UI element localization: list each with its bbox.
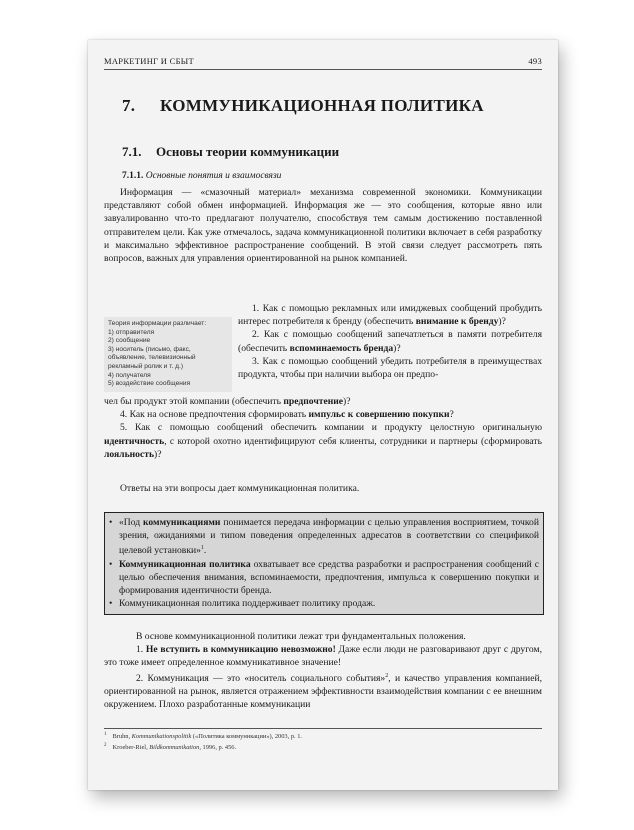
question-3: 3. Как с помощью сообщений убедить потребителя в преимуществах продукта, чтобы при наличии выбора он предпо- bbox=[238, 355, 542, 381]
bullet-icon: • bbox=[109, 558, 113, 570]
bullet-icon: • bbox=[109, 598, 113, 610]
answers-line: Ответы на эти вопросы дает коммуникационная политика. bbox=[120, 483, 360, 494]
questions-list bbox=[238, 302, 542, 381]
subsection-number: 7.1.1. bbox=[122, 171, 144, 181]
margin-note-item: объявление, телевизионный bbox=[108, 354, 196, 362]
definition-item: • Коммуникационная политика поддерживает политику продаж. bbox=[109, 598, 376, 610]
definition-item: • «Под коммуникациями понимается передача информации с целью управления восприятием, точкой зрения, ожиданиями и типом поведения определенных адресатов в соответствии со спецификой целевой установки»$^1$. bbox=[109, 517, 539, 557]
closing-paragraph-3: 2. Коммуникация — это «носитель социального события»$^2$, и качество управления компанией, ориентированной на рынок, является отражением эффективности взаимодействия компании с ее внешним окружением. Плохо разработанные коммуникации bbox=[104, 672, 542, 711]
subsection-title: Основные понятия и взаимосвязи bbox=[145, 171, 282, 181]
footnotes bbox=[104, 728, 542, 752]
footnote-ref: 1 bbox=[200, 545, 204, 552]
section-number: 7.1. bbox=[122, 144, 142, 159]
closing-block bbox=[104, 630, 542, 711]
section-heading bbox=[122, 144, 339, 160]
definition-item: • Коммуникационная политика охватывает все средства разработки и распространения сообщений с целью обеспечения внимания, вспоминаемости, предпочтения, импульса к совершению покупки и формирования идентичности бренда. bbox=[109, 558, 539, 597]
margin-note-item: 5) воздействие сообщения bbox=[108, 380, 191, 388]
questions-continued bbox=[104, 395, 542, 461]
footnote-2: $^2$ Kroeber-Riel, Bildkommunikation, 1996, p. 456. bbox=[104, 742, 237, 751]
section-title: Основы теории коммуникации bbox=[156, 144, 340, 159]
margin-note-item: 3) носитель (письмо, факс, bbox=[108, 345, 191, 353]
margin-note-item: 4) получателя bbox=[108, 371, 151, 379]
running-header-title: МАРКЕТИНГ И СБЫТ bbox=[104, 56, 195, 66]
closing-paragraph-2: 1. Не вступить в коммуникацию невозможно! Даже если люди не разговаривают друг с другом, это тоже имеет определенное коммуникативное значение! bbox=[104, 644, 543, 669]
question-4: 4. Как на основе предпочтения сформировать импульс к совершению покупки? bbox=[120, 409, 454, 421]
question-5: 5. Как с помощью сообщений обеспечить компании и продукту целостную оригинальную идентичность, с которой охотно идентифицируют себя клиенты, сотрудники и партнеры (сформировать лояльность)? bbox=[104, 422, 542, 460]
definition-box bbox=[104, 512, 544, 615]
margin-note-item: 2) сообщение bbox=[108, 337, 151, 345]
book-page bbox=[88, 40, 558, 790]
closing-paragraph-1: В основе коммуникационной политики лежат три фундаментальных положения. bbox=[136, 631, 466, 642]
bullet-icon: • bbox=[109, 517, 113, 528]
footnote-ref: 2 bbox=[385, 672, 389, 679]
chapter-number: 7. bbox=[122, 96, 136, 115]
margin-note bbox=[104, 317, 232, 392]
subsection-heading bbox=[122, 171, 281, 181]
question-2: 2. Как с помощью сообщений запечатлеться в памяти потребителя (обеспечить вспоминаемость бренда)? bbox=[238, 329, 542, 354]
intro-paragraph: Информация — «смазочный материал» механизма современной экономики. Коммуникации представляют собой обмен информацией. Информация же — это сообщения, которые явно или завуалированно что-то предлагают получателю, способствуя тем самым достижению поставленной отправителем цели. Как уже отмечалось, задача коммуникационной политики включает в себя разработку и максимально эффективное распространение сообщений. В этой связи следует рассмотреть пять вопросов, важных для управления ориентированной на рынок компанией. bbox=[104, 187, 542, 265]
chapter-heading bbox=[122, 96, 484, 116]
question-3-tail: чел бы продукт этой компании (обеспечить предпочтение)? bbox=[104, 396, 351, 407]
running-header bbox=[104, 56, 542, 70]
margin-note-heading: Теория информации различает: bbox=[108, 320, 207, 327]
intro-block bbox=[104, 186, 542, 265]
question-1: 1. Как с помощью рекламных или имиджевых сообщений пробудить интерес потребителя к бренду (обеспечить внимание к бренду)? bbox=[238, 303, 542, 328]
chapter-title: КОММУНИКАЦИОННАЯ ПОЛИТИКА bbox=[160, 96, 484, 115]
page-number: 493 bbox=[528, 56, 542, 66]
margin-note-item: рекламный ролик и т. д.) bbox=[108, 362, 184, 370]
footnote-1: $^1$ Bruhn, Kommunikationspolitik («Политика коммуникации»), 2003, p. 1. bbox=[104, 732, 302, 741]
margin-note-item: 1) отправителя bbox=[108, 328, 155, 336]
